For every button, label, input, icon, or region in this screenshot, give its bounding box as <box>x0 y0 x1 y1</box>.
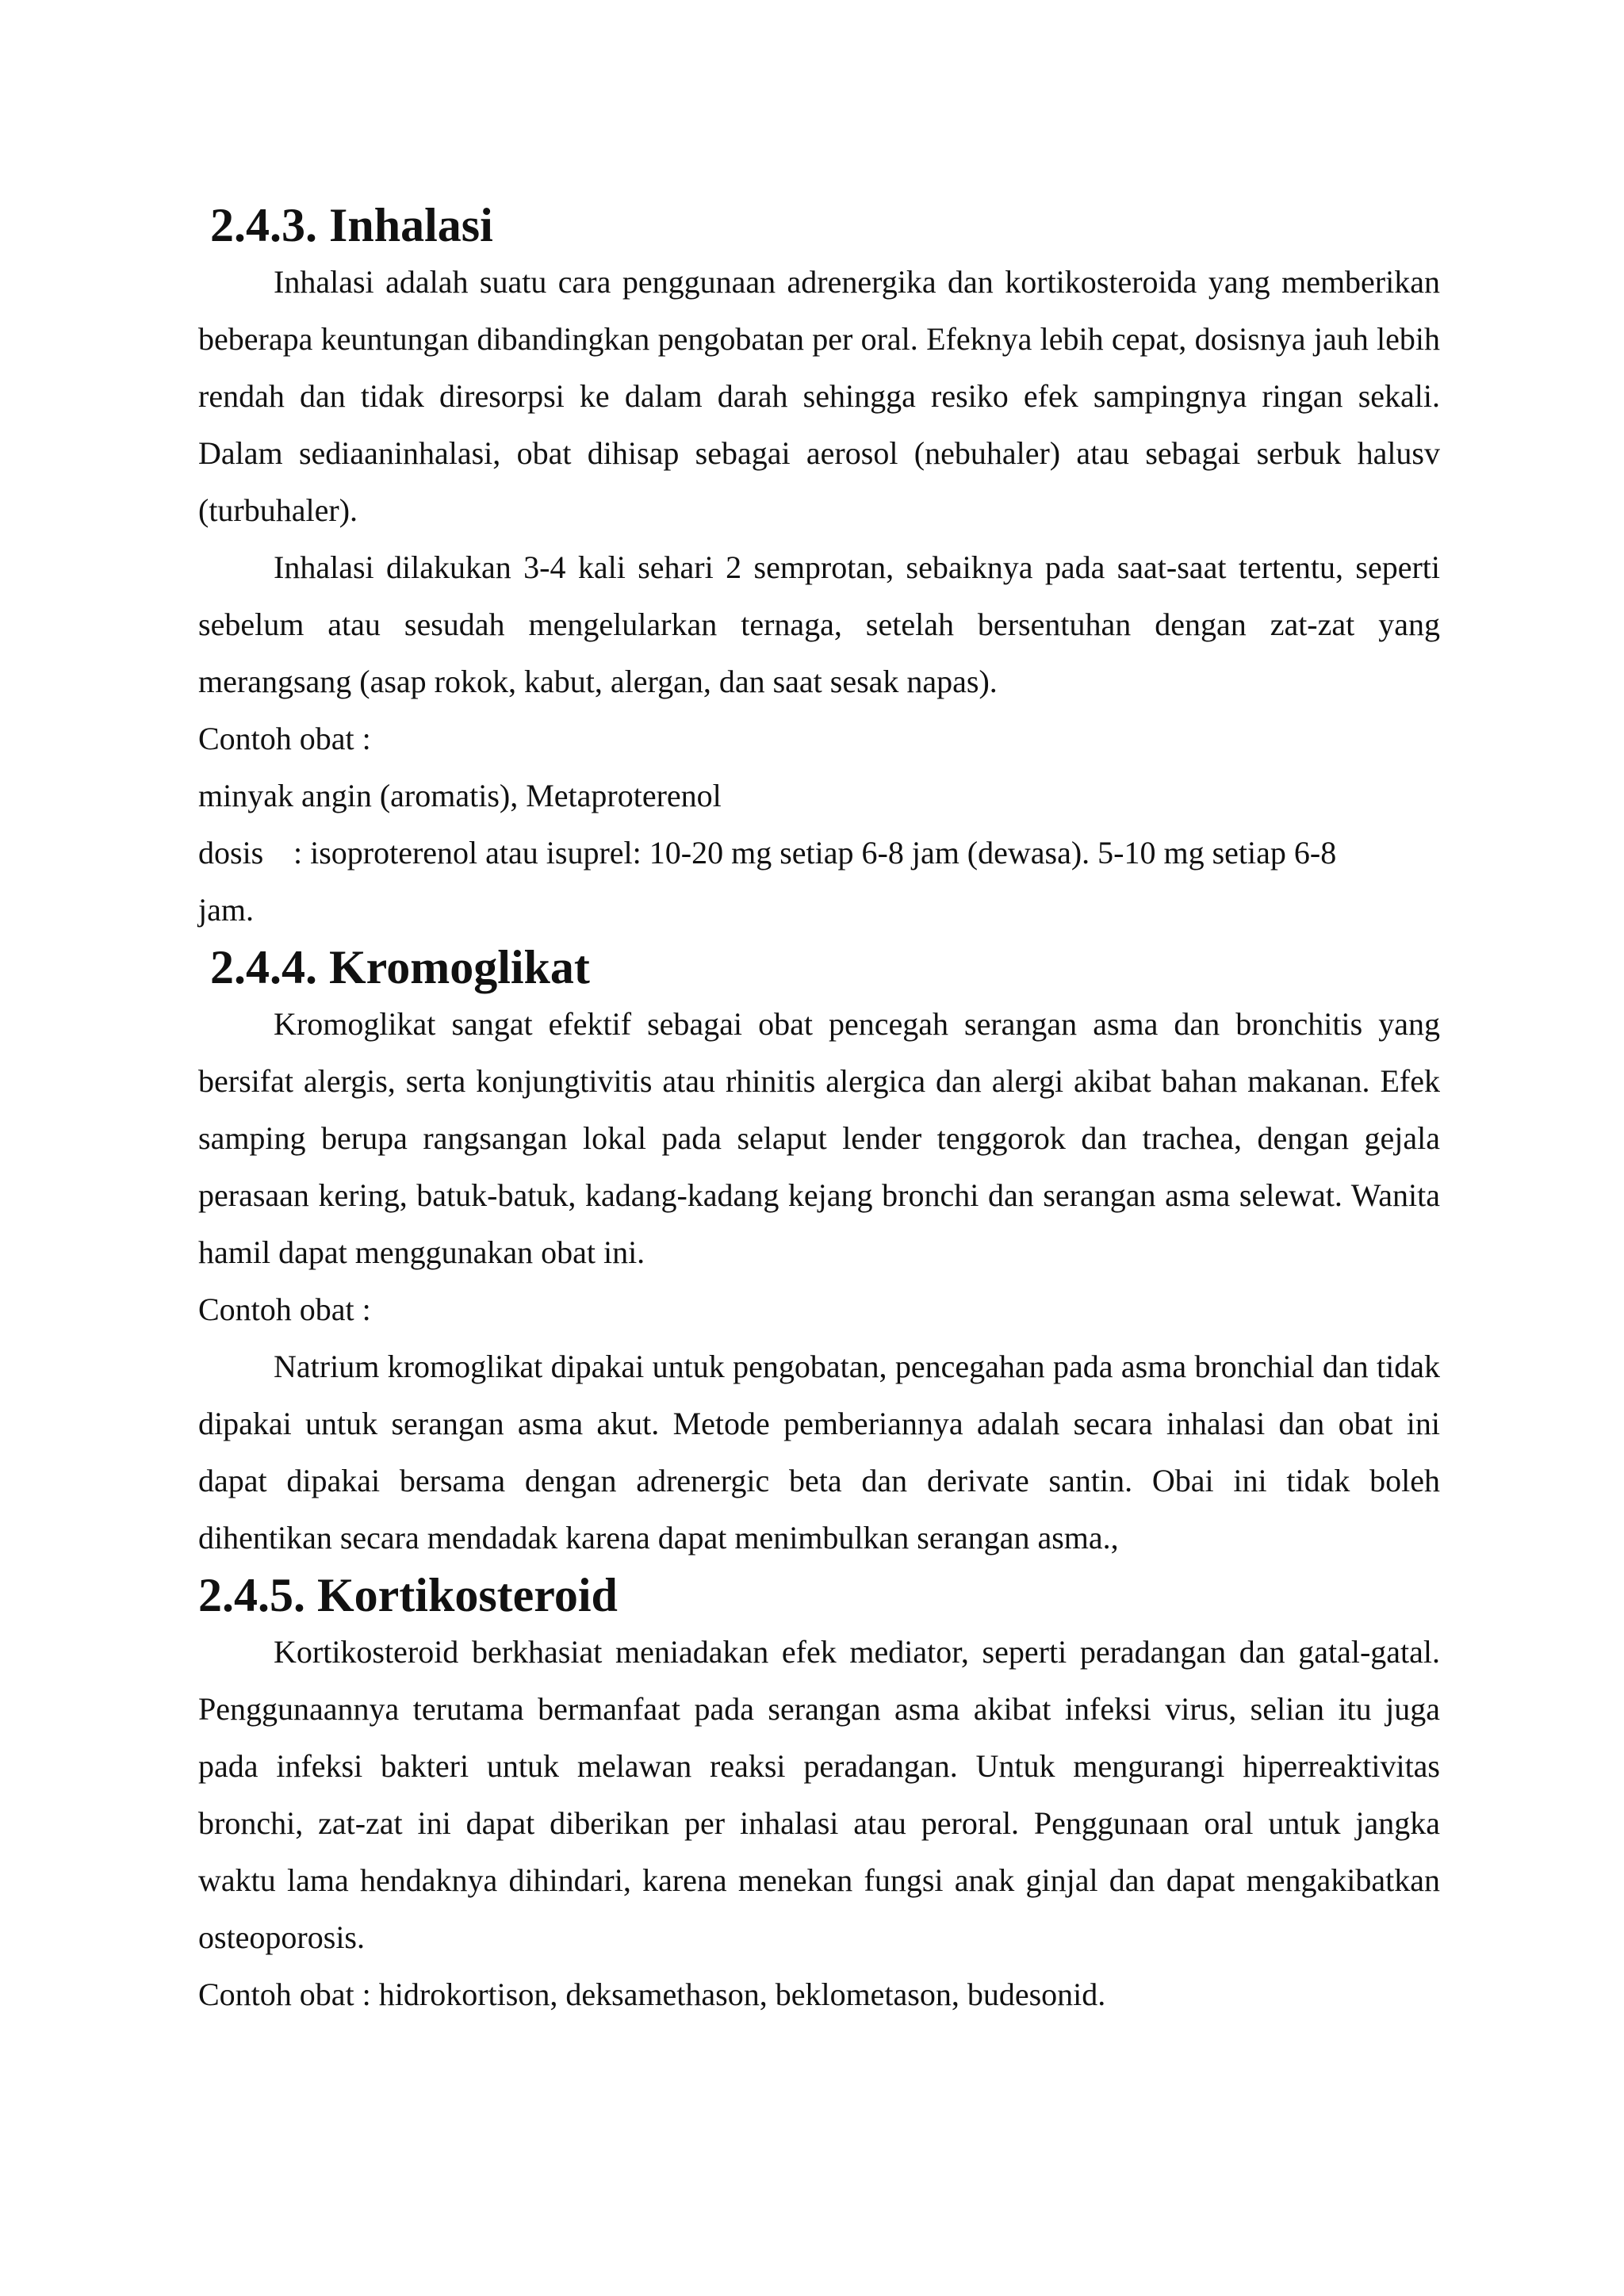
example-label-kromoglikat: Contoh obat : <box>198 1292 371 1327</box>
dosis-line <box>198 825 1440 882</box>
dosis-text: : isoproterenol atau isuprel: 10-20 mg setiap 6-8 jam (dewasa). 5-10 mg setiap 6-8 <box>293 835 1337 871</box>
paragraph-inhalasi-2: Inhalasi dilakukan 3-4 kali sehari 2 semprotan, sebaiknya pada saat-saat tertentu, seperti sebelum atau sesudah mengelularkan ternaga, setelah bersentuhan dengan zat-zat yang merangsang (asap rokok, kabut, alergan, dan saat sesak napas). <box>198 549 1440 699</box>
paragraph-kromoglikat-1: Kromoglikat sangat efektif sebagai obat pencegah serangan asma dan bronchitis yang bersifat alergis, serta konjungtivitis atau rhinitis alergica dan alergi akibat bahan makanan. Efek samping berupa rangsangan lokal pada selaput lender tenggorok dan trachea, dengan gejala perasaan kering, batuk-batuk, kadang-kadang kejang bronchi dan serangan asma selewat. Wanita hamil dapat menggunakan obat ini. <box>198 1006 1440 1270</box>
paragraph-kromoglikat-example: Natrium kromoglikat dipakai untuk pengobatan, pencegahan pada asma bronchial dan tidak dipakai untuk serangan asma akut. Metode pemberiannya adalah secara inhalasi dan obat ini dapat dipakai bersama dengan adrenergic beta dan derivate santin. Obai ini tidak boleh dihentikan secara mendadak karena dapat menimbulkan serangan asma., <box>198 1349 1440 1556</box>
paragraph-inhalasi-1: Inhalasi adalah suatu cara penggunaan adrenergika dan kortikosteroida yang memberikan beberapa keuntungan dibandingkan pengobatan per oral. Efeknya lebih cepat, dosisnya jauh lebih rendah dan tidak diresorpsi ke dalam darah sehingga resiko efek sampingnya ringan sekali. Dalam sediaaninhalasi, obat dihisap sebagai aerosol (nebuhaler) atau sebagai serbuk halusv (turbuhaler). <box>198 264 1440 528</box>
section-heading-kortikosteroid: 2.4.5. Kortikosteroid <box>198 1569 618 1621</box>
section-heading-kromoglikat: 2.4.4. Kromoglikat <box>210 941 590 993</box>
section-heading-inhalasi: 2.4.3. Inhalasi <box>210 199 493 251</box>
example-items-inhalasi: minyak angin (aromatis), Metaproterenol <box>198 778 722 813</box>
example-label-inhalasi: Contoh obat : <box>198 721 371 756</box>
dosis-continued: jam. <box>198 892 254 928</box>
example-line-kortikosteroid: Contoh obat : hidrokortison, deksamethason, beklometason, budesonid. <box>198 1976 1106 2012</box>
dosis-label: dosis <box>198 835 264 871</box>
document-page <box>198 197 1440 2023</box>
paragraph-kortikosteroid-1: Kortikosteroid berkhasiat meniadakan efek mediator, seperti peradangan dan gatal-gatal. Penggunaannya terutama bermanfaat pada serangan asma akibat infeksi virus, selian itu juga pada infeksi bakteri untuk melawan reaksi peradangan. Untuk mengurangi hiperreaktivitas bronchi, zat-zat ini dapat diberikan per inhalasi atau peroral. Penggunaan oral untuk jangka waktu lama hendaknya dihindari, karena menekan fungsi anak ginjal dan dapat mengakibatkan osteoporosis. <box>198 1634 1440 1955</box>
